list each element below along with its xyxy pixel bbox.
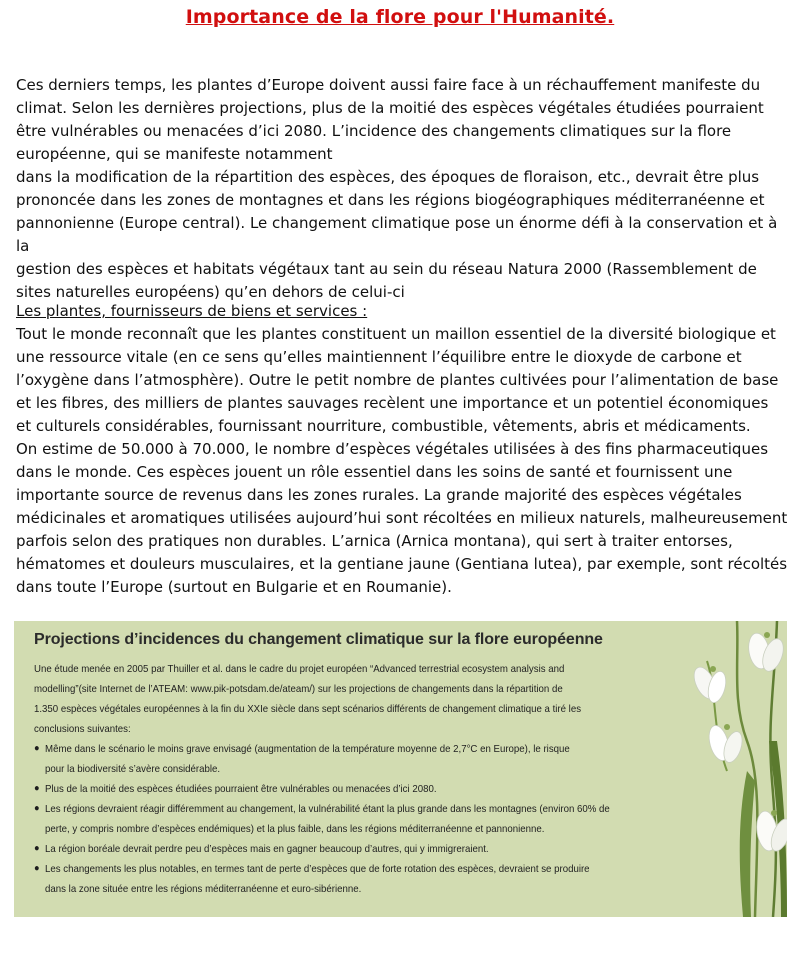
box-intro-line: conclusions suivantes: xyxy=(34,723,131,735)
bullet-icon: ● xyxy=(34,743,40,754)
box-intro-line: 1.350 espèces végétales européennes à la fin du XXIe siècle dans sept scénarios différents de changement climatique a tiré les xyxy=(34,703,582,715)
list-item xyxy=(34,799,684,839)
box-intro xyxy=(34,659,684,739)
box-intro-line: Une étude menée en 2005 par Thuiller et al. dans le cadre du projet européen “Advanced terrestrial ecosystem analysis and xyxy=(34,663,565,675)
list-item-line: Plus de la moitié des espèces étudiées pourraient être vulnérables ou menacées d’ici 2080. xyxy=(45,783,437,795)
section-line: hématomes et douleurs musculaires, et la gentiane jaune (Gentiana lutea), par exemple, sont récoltés xyxy=(16,555,788,573)
intro-line: dans la modification de la répartition des espèces, des époques de floraison, etc., devrait être plus xyxy=(16,168,760,186)
section-line: dans le monde. Ces espèces jouent un rôle essentiel dans les soins de santé et fournissent une xyxy=(16,463,733,481)
list-item xyxy=(34,839,684,859)
page-title: Importance de la flore pour l'Humanité. xyxy=(185,6,615,28)
conclusions-list xyxy=(34,739,684,899)
bullet-icon: ● xyxy=(34,863,40,874)
intro-line: pannonienne (Europe central). Le changement climatique pose un énorme défi à la conservation et à la xyxy=(16,214,778,255)
box-content xyxy=(34,631,684,899)
box-title: Projections d’incidences du changement climatique sur la flore européenne xyxy=(34,631,603,648)
section-line: et culturels considérables, fournissant nourriture, combustible, vêtements, abris et médicaments. xyxy=(16,417,751,435)
plants-goods-services-section xyxy=(16,300,792,599)
intro-line: Ces derniers temps, les plantes d’Europe doivent aussi faire face à un réchauffement manifeste du xyxy=(16,76,761,94)
list-item-line: La région boréale devrait perdre peu d’espèces mais en gagner beaucoup d’autres, qui y immigreraient. xyxy=(45,843,489,855)
intro-line: prononcée dans les zones de montagnes et dans les régions biogéographiques méditerranéenne et xyxy=(16,191,765,209)
intro-line: gestion des espèces et habitats végétaux tant au sein du réseau Natura 2000 (Rassemblement de xyxy=(16,260,757,278)
section-heading: Les plantes, fournisseurs de biens et services : xyxy=(16,302,368,320)
section-line: dans toute l’Europe (surtout en Bulgarie et en Roumanie). xyxy=(16,578,452,596)
intro-line: être vulnérables ou menacées d’ici 2080. L’incidence des changements climatiques sur la flore xyxy=(16,122,732,140)
list-item-line: Les changements les plus notables, en termes tant de perte d’espèces que de forte rotation des espèces, devraient se produire xyxy=(45,863,590,875)
intro-line: sites naturelles européens) qu’en dehors de celui-ci xyxy=(16,283,405,301)
bullet-icon: ● xyxy=(34,843,40,854)
list-item xyxy=(34,859,684,899)
section-line: et les fibres, des milliers de plantes sauvages recèlent une importance et un potentiel économiques xyxy=(16,394,769,412)
list-item-line: Même dans le scénario le moins grave envisagé (augmentation de la température moyenne de 2,7°C en Europe), le risque xyxy=(45,743,570,755)
bullet-icon: ● xyxy=(34,803,40,814)
list-item-line: Les régions devraient réagir différemment au changement, la vulnérabilité étant la plus grande dans les montagnes (environ 60% de xyxy=(45,803,610,815)
intro-line: climat. Selon les dernières projections, plus de la moitié des espèces végétales étudiées pourraient xyxy=(16,99,764,117)
bullet-icon: ● xyxy=(34,783,40,794)
section-line: importante source de revenus dans les zones rurales. La grande majorité des espèces végétales xyxy=(16,486,742,504)
section-line: l’oxygène dans l’atmosphère). Outre le petit nombre de plantes cultivées pour l’alimentation de base xyxy=(16,371,779,389)
intro-line: européenne, qui se manifeste notamment xyxy=(16,145,333,163)
intro-paragraph xyxy=(16,74,792,304)
list-item xyxy=(34,739,684,779)
list-item-line: pour la biodiversité s’avère considérable. xyxy=(45,763,221,775)
section-line: Tout le monde reconnaît que les plantes constituent un maillon essentiel de la diversité biologique et xyxy=(16,325,776,343)
section-line: une ressource vitale (en ce sens qu’elles maintiennent l’équilibre entre le dioxyde de carbone et xyxy=(16,348,742,366)
list-item-line: dans la zone située entre les régions méditerranéenne et euro-sibérienne. xyxy=(45,883,362,895)
list-item-line: perte, y compris nombre d’espèces endémiques) et la plus faible, dans les régions méditerranéenne et pannonienne. xyxy=(45,823,545,835)
climate-projection-box xyxy=(14,621,787,917)
section-line: médicinales et aromatiques utilisées aujourd’hui sont récoltées en milieux naturels, malheureusement xyxy=(16,509,788,527)
list-item xyxy=(34,779,684,799)
box-intro-line: modelling”(site Internet de l’ATEAM: www.pik-potsdam.de/ateam/) sur les projections de changements dans la répartition de xyxy=(34,683,563,695)
snowdrop-flowers-icon xyxy=(677,621,787,917)
section-line: parfois selon des pratiques non durables. L’arnica (Arnica montana), qui sert à traiter entorses, xyxy=(16,532,733,550)
section-line: On estime de 50.000 à 70.000, le nombre d’espèces végétales utilisées à des fins pharmaceutiques xyxy=(16,440,769,458)
